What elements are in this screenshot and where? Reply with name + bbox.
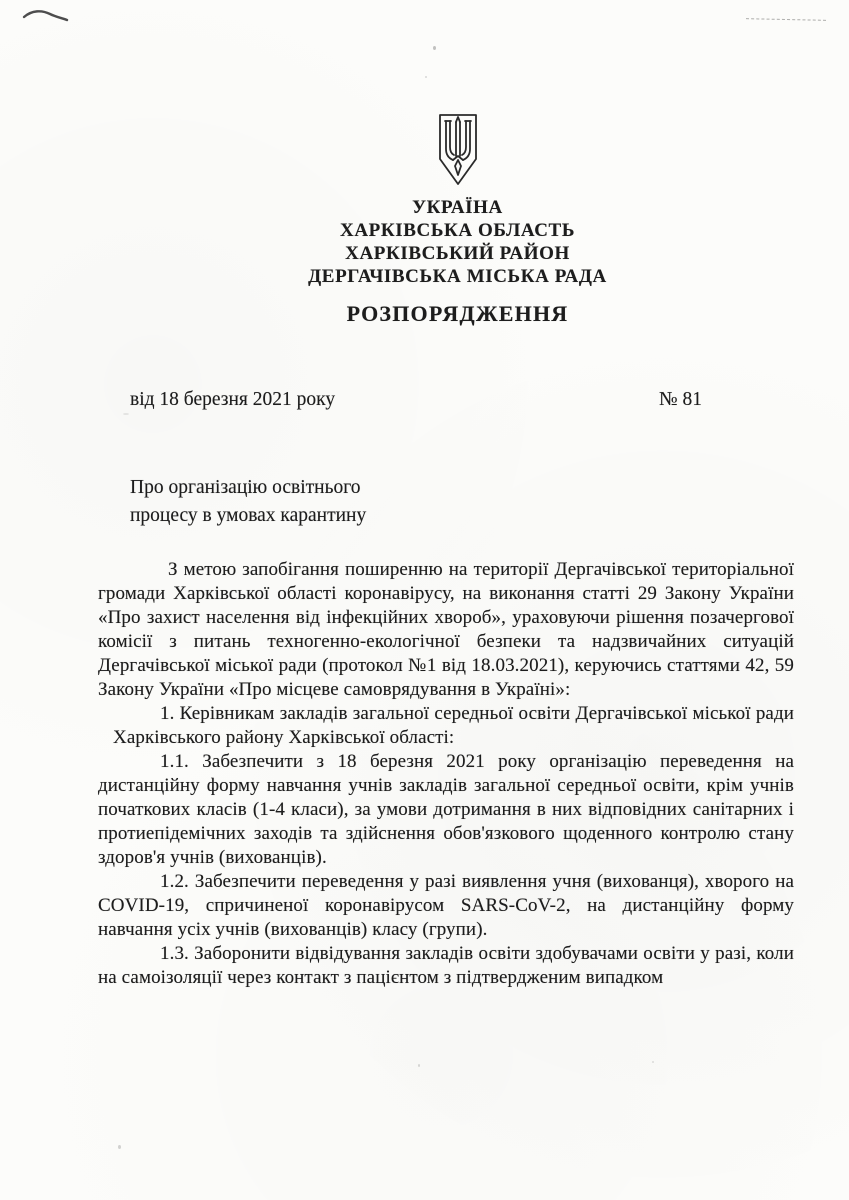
preamble-paragraph: З метою запобігання поширенню на території Дергачівської територіальної громади Харківської області коронавірусу, на виконання статті 29 Закону України «Про захист населення від інфекційних хвороб», ураховуючи рішення позачергової комісії з питань техногенно-екологічної безпеки та надзвичайних ситуацій Дергачівської міської ради (протокол №1 від 18.03.2021), керуючись статтями 42, 59 Закону України «Про місцеве самоврядування в Україні»:: [98, 559, 794, 700]
subject-line-1: Про організацію освітнього: [130, 477, 361, 498]
scan-speck: [433, 46, 436, 50]
letterhead-district: ХАРКІВСЬКИЙ РАЙОН: [345, 243, 570, 264]
letterhead-council: ДЕРГАЧІВСЬКА МІСЬКА РАДА: [308, 266, 607, 287]
scan-speck: [425, 76, 427, 78]
coat-of-arms-ukraine-trident-icon: [434, 112, 482, 188]
document-number: № 81: [659, 389, 702, 410]
item-1-3-paragraph: 1.3. Заборонити відвідування закладів освіти здобувачами освіти у разі, коли на самоізоляції через контакт з пацієнтом з підтвердженим випадком: [98, 943, 794, 988]
document-date: від 18 березня 2021 року: [130, 389, 336, 410]
pen-mark-artifact: [22, 7, 70, 25]
item-1-1-paragraph: 1.1. Забезпечити з 18 березня 2021 року організацію переведення на дистанційну форму навчання учнів закладів загальної середньої освіти, крім учнів початкових класів (1-4 класи), за умови дотримання в них відповідних санітарних і протиепідемічних заходів та здійснення обов'язкового щоденного контролю стану здоров'я учнів (вихованців).: [98, 751, 794, 868]
letterhead-region: ХАРКІВСЬКА ОБЛАСТЬ: [340, 220, 575, 241]
document-type-title: РОЗПОРЯДЖЕННЯ: [346, 301, 569, 326]
document-body: [98, 558, 794, 990]
scan-speck: [418, 1064, 420, 1067]
item-1-paragraph: 1. Керівникам закладів загальної середньої освіти Дергачівської міської ради Харківського району Харківської області:: [113, 703, 794, 748]
document-subject: [130, 474, 366, 530]
scan-speck: [652, 1061, 654, 1063]
scan-speck: [123, 413, 129, 415]
item-1-2-paragraph: 1.2. Забезпечити переведення у разі виявлення учня (вихованця), хворого на COVID-19, спричиненої коронавірусом SARS-CoV-2, на дистанційну форму навчання усіх учнів (вихованців) класу (групи).: [98, 871, 794, 940]
subject-line-2: процесу в умовах карантину: [130, 505, 367, 526]
letterhead-country: УКРАЇНА: [412, 197, 503, 218]
scan-speck: [118, 1145, 121, 1149]
document-meta-row: [130, 388, 702, 412]
dashed-line-artifact: [746, 18, 826, 21]
letterhead: [33, 112, 849, 327]
